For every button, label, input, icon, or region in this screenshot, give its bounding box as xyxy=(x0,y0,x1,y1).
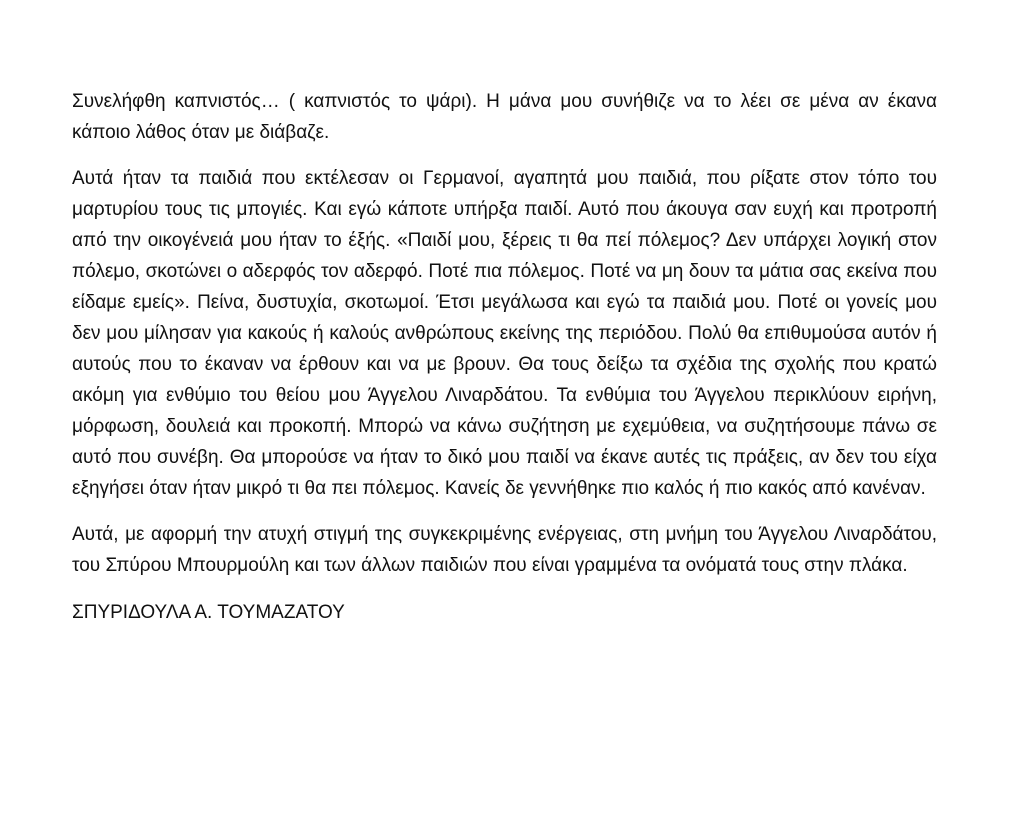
document-page xyxy=(72,86,937,628)
paragraph-intro: Συνελήφθη καπνιστός… ( καπνιστός το ψάρι). Η μάνα μου συνήθιζε να το λέει σε μένα αν έκανα κάποιο λάθος όταν με διάβαζε. xyxy=(72,91,937,143)
paragraph-closing: Αυτά, με αφορμή την ατυχή στιγμή της συγκεκριμένης ενέργειας, στη μνήμη του Άγγελου Λιναρδάτου, του Σπύρου Μπουρμούλη και των άλλων παιδιών που είναι γραμμένα τα ονόματά τους στην πλάκα. xyxy=(72,524,937,576)
paragraph-main: Αυτά ήταν τα παιδιά που εκτέλεσαν οι Γερμανοί, αγαπητά μου παιδιά, που ρίξατε στον τόπο του μαρτυρίου τους τις μπογιές. Και εγώ κάποτε υπήρξα παιδί. Αυτό που άκουγα σαν ευχή και προτροπή από την οικογένειά μου ήταν το έξής. «Παιδί μου, ξέρεις τι θα πεί πόλεμος? Δεν υπάρχει λογική στον πόλεμο, σκοτώνει ο αδερφός τον αδερφό. Ποτέ πια πόλεμος. Ποτέ να μη δουν τα μάτια σας εκείνα που είδαμε εμείς». Πείνα, δυστυχία, σκοτωμοί. Έτσι μεγάλωσα και εγώ τα παιδιά μου. Ποτέ οι γονείς μου δεν μου μίλησαν για κακούς ή καλούς ανθρώπους εκείνης της περιόδου. Πολύ θα επιθυμούσα αυτόν ή αυτούς που το έκαναν να έρθουν και να με βρουν. Θα τους δείξω τα σχέδια της σχολής που κρατώ ακόμη για ενθύμιο του θείου μου Άγγελου Λιναρδάτου. Τα ενθύμια του Άγγελου περικλύουν ειρήνη, μόρφωση, δουλειά και προκοπή. Μπορώ να κάνω συζήτηση με εχεμύθεια, να συζητήσουμε πάνω σε αυτό που συνέβη. Θα μπορούσε να ήταν το δικό μου παιδί να έκανε αυτές τις πράξεις, αν δεν του είχα εξηγήσει όταν ήταν μικρό τι θα πει πόλεμος. Κανείς δε γεννήθηκε πιο καλός ή πιο κακός από κανέναν. xyxy=(72,168,937,499)
author-signature: ΣΠΥΡΙΔΟΥΛΑ Α. ΤΟΥΜΑΖΑΤΟΥ xyxy=(72,602,345,623)
